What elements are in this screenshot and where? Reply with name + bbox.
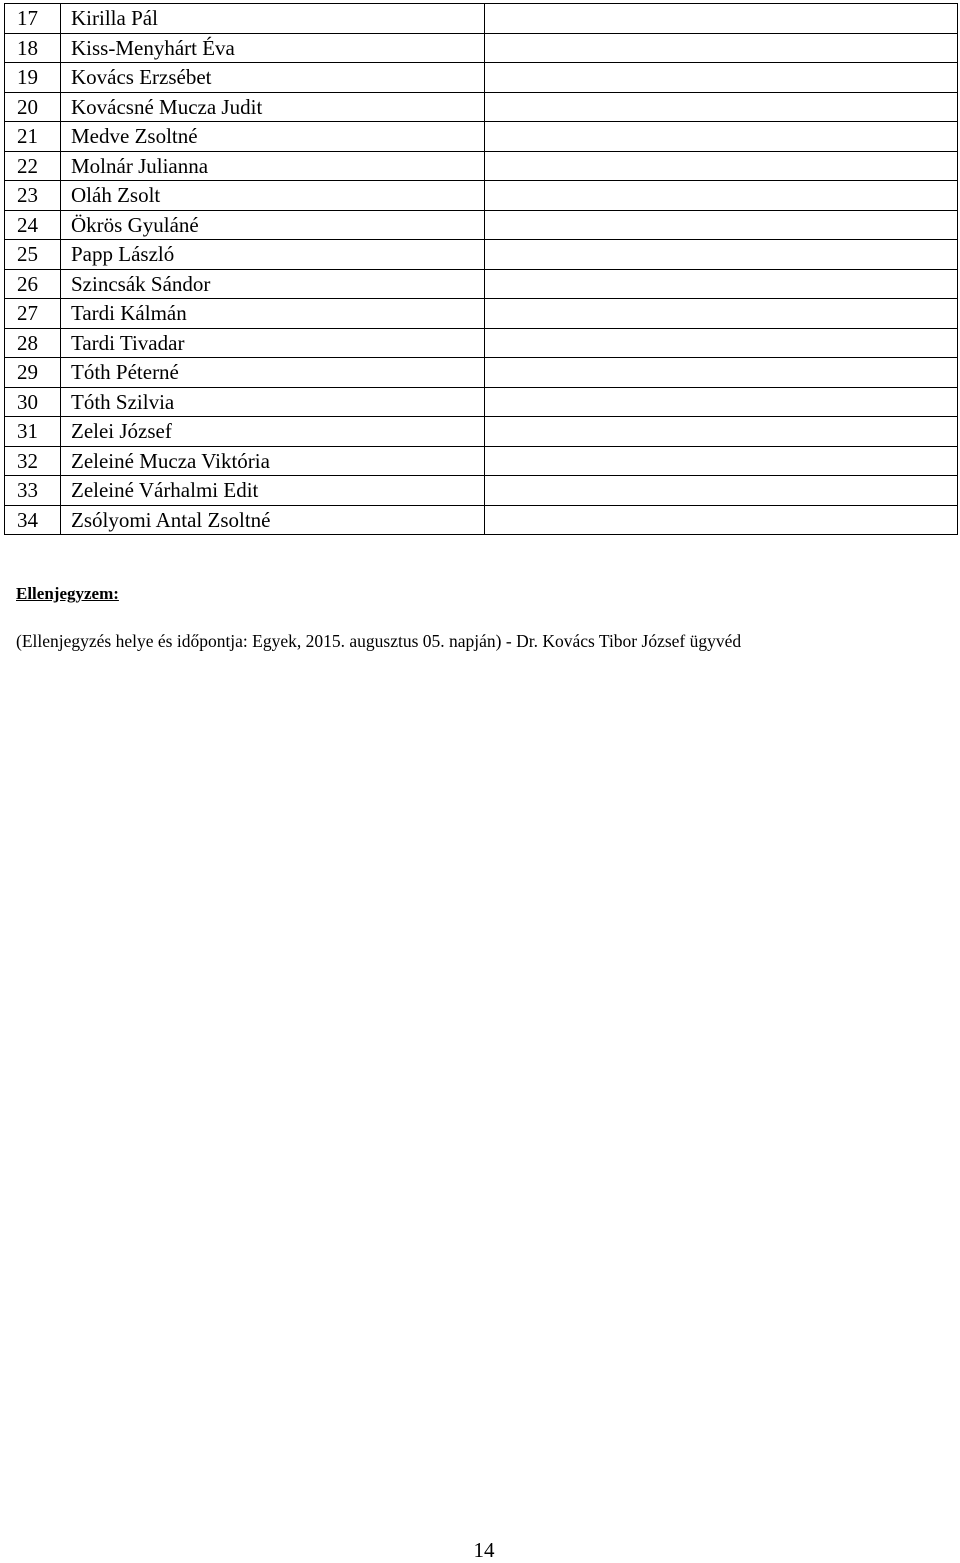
signature-cell <box>485 210 958 240</box>
row-number: 28 <box>5 328 61 358</box>
member-name: Zelei József <box>61 417 485 447</box>
table-row <box>5 328 958 358</box>
signature-cell <box>485 151 958 181</box>
member-signature-table <box>4 3 958 535</box>
table-row <box>5 476 958 506</box>
row-number: 24 <box>5 210 61 240</box>
row-number: 29 <box>5 358 61 388</box>
signature-cell <box>485 181 958 211</box>
table-row <box>5 505 958 535</box>
table-row <box>5 269 958 299</box>
member-name: Medve Zsoltné <box>61 122 485 152</box>
table-row <box>5 92 958 122</box>
member-name: Kiss-Menyhárt Éva <box>61 33 485 63</box>
row-number: 30 <box>5 387 61 417</box>
table-row <box>5 151 958 181</box>
signature-cell <box>485 33 958 63</box>
row-number: 21 <box>5 122 61 152</box>
member-name: Zsólyomi Antal Zsoltné <box>61 505 485 535</box>
table-row <box>5 240 958 270</box>
row-number: 34 <box>5 505 61 535</box>
signature-cell <box>485 358 958 388</box>
table-row <box>5 4 958 34</box>
member-name: Tóth Péterné <box>61 358 485 388</box>
table-row <box>5 446 958 476</box>
row-number: 27 <box>5 299 61 329</box>
member-name: Tóth Szilvia <box>61 387 485 417</box>
table-row <box>5 417 958 447</box>
table-row <box>5 210 958 240</box>
signature-cell <box>485 4 958 34</box>
table-row <box>5 33 958 63</box>
member-name: Zeleiné Mucza Viktória <box>61 446 485 476</box>
member-name: Kovács Erzsébet <box>61 63 485 93</box>
row-number: 18 <box>5 33 61 63</box>
row-number: 33 <box>5 476 61 506</box>
member-name: Kovácsné Mucza Judit <box>61 92 485 122</box>
row-number: 31 <box>5 417 61 447</box>
member-name: Oláh Zsolt <box>61 181 485 211</box>
signature-cell <box>485 446 958 476</box>
row-number: 26 <box>5 269 61 299</box>
countersign-statement: (Ellenjegyzés helye és időpontja: Egyek, 2015. augusztus 05. napján) - Dr. Kovács Tibor József ügyvéd <box>16 631 742 651</box>
row-number: 20 <box>5 92 61 122</box>
signature-cell <box>485 417 958 447</box>
member-name: Tardi Kálmán <box>61 299 485 329</box>
table-row <box>5 387 958 417</box>
row-number: 17 <box>5 4 61 34</box>
page-number: 14 <box>473 1538 495 1562</box>
table-row <box>5 299 958 329</box>
row-number: 23 <box>5 181 61 211</box>
member-name: Szincsák Sándor <box>61 269 485 299</box>
signature-cell <box>485 269 958 299</box>
signature-cell <box>485 476 958 506</box>
signature-cell <box>485 63 958 93</box>
row-number: 32 <box>5 446 61 476</box>
member-name: Zeleiné Várhalmi Edit <box>61 476 485 506</box>
countersign-label: Ellenjegyzem: <box>16 584 119 603</box>
signature-cell <box>485 328 958 358</box>
signature-cell <box>485 387 958 417</box>
row-number: 25 <box>5 240 61 270</box>
table-row <box>5 122 958 152</box>
signature-cell <box>485 92 958 122</box>
table-row <box>5 181 958 211</box>
signature-cell <box>485 505 958 535</box>
member-name: Kirilla Pál <box>61 4 485 34</box>
member-table-body <box>5 4 958 535</box>
member-name: Molnár Julianna <box>61 151 485 181</box>
row-number: 19 <box>5 63 61 93</box>
signature-cell <box>485 122 958 152</box>
row-number: 22 <box>5 151 61 181</box>
member-name: Tardi Tivadar <box>61 328 485 358</box>
signature-cell <box>485 240 958 270</box>
member-name: Papp László <box>61 240 485 270</box>
signature-cell <box>485 299 958 329</box>
table-row <box>5 63 958 93</box>
member-name: Ökrös Gyuláné <box>61 210 485 240</box>
table-row <box>5 358 958 388</box>
